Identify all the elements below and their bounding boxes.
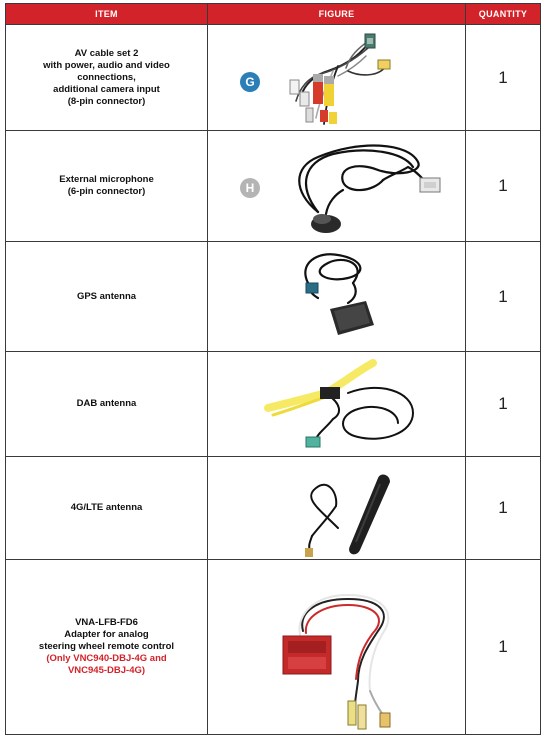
header-row <box>6 4 541 25</box>
gps-antenna-image <box>208 243 466 351</box>
item-line: VNA-LFB-FD6 <box>75 617 138 628</box>
item-line: DAB antenna <box>76 398 137 409</box>
item-line: AV cable set 2 <box>74 47 139 59</box>
figure-cell <box>208 560 466 735</box>
figure-cell <box>208 352 466 457</box>
item-line: steering wheel remote control <box>38 641 175 652</box>
table-row <box>6 457 541 560</box>
figure-cell <box>208 131 466 242</box>
table-row <box>6 25 541 131</box>
item-line: Adapter for analog <box>64 629 149 640</box>
badge-g: G <box>240 72 260 92</box>
quantity-cell: 1 <box>466 242 541 352</box>
item-line: connections, <box>77 71 136 83</box>
item-note-line: VNC945-DBJ-4G) <box>67 665 146 676</box>
table-row <box>6 242 541 352</box>
dab-antenna-image <box>208 353 466 456</box>
item-cell <box>6 457 208 560</box>
table-row <box>6 131 541 242</box>
item-cell <box>6 131 208 242</box>
quantity-cell: 1 <box>466 25 541 131</box>
figure-cell <box>208 457 466 560</box>
steering-adapter-image <box>208 561 466 734</box>
figure-cell <box>208 25 466 131</box>
table-row <box>6 560 541 735</box>
badge-h: H <box>240 178 260 198</box>
item-line: with power, audio and video <box>43 59 170 71</box>
item-cell <box>6 352 208 457</box>
item-line: (6-pin connector) <box>67 186 146 197</box>
item-line: 4G/LTE antenna <box>70 502 143 513</box>
lte-antenna-image <box>208 458 466 559</box>
table-row <box>6 352 541 457</box>
item-line: additional camera input <box>53 83 160 95</box>
item-line: GPS antenna <box>76 290 137 302</box>
item-line: External microphone <box>59 174 154 185</box>
quantity-cell: 1 <box>466 457 541 560</box>
item-cell <box>6 242 208 352</box>
item-line: (8-pin connector) <box>67 95 146 107</box>
header-item: ITEM <box>6 4 208 25</box>
figure-cell <box>208 242 466 352</box>
items-table <box>5 3 541 735</box>
header-figure: FIGURE <box>208 4 466 25</box>
item-note-line: (Only VNC940-DBJ-4G and <box>46 653 167 664</box>
item-cell <box>6 25 208 131</box>
quantity-cell: 1 <box>466 131 541 242</box>
quantity-cell: 1 <box>466 352 541 457</box>
item-cell <box>6 560 208 735</box>
header-quantity: QUANTITY <box>466 4 541 25</box>
quantity-cell: 1 <box>466 560 541 735</box>
